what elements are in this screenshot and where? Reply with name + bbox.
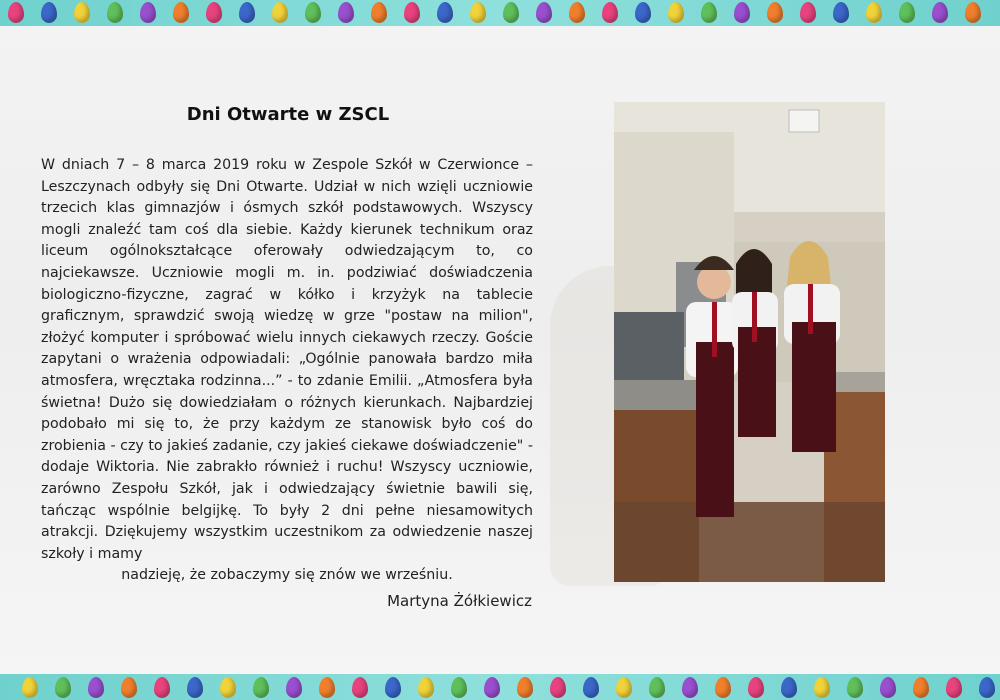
students-photo xyxy=(614,102,885,582)
easter-egg-icon xyxy=(286,677,302,698)
easter-egg-icon xyxy=(88,677,104,698)
easter-egg-icon xyxy=(979,677,995,698)
easter-egg-icon xyxy=(814,677,830,698)
article-body-last-line: nadzieję, że zobaczymy się znów we wrześniu. xyxy=(121,567,453,584)
easter-egg-icon xyxy=(352,677,368,698)
easter-egg-icon xyxy=(569,2,585,23)
easter-egg-icon xyxy=(319,677,335,698)
easter-egg-icon xyxy=(602,2,618,23)
easter-egg-icon xyxy=(682,677,698,698)
easter-egg-icon xyxy=(965,2,981,23)
easter-egg-icon xyxy=(470,2,486,23)
easter-egg-icon xyxy=(734,2,750,23)
easter-egg-icon xyxy=(583,677,599,698)
easter-egg-icon xyxy=(800,2,816,23)
easter-egg-icon xyxy=(404,2,420,23)
article-author: Martyna Żółkiewicz xyxy=(387,592,532,610)
easter-egg-icon xyxy=(616,677,632,698)
easter-egg-icon xyxy=(748,677,764,698)
easter-eggs-border-bottom xyxy=(0,674,1000,700)
easter-egg-icon xyxy=(253,677,269,698)
easter-egg-icon xyxy=(272,2,288,23)
easter-egg-icon xyxy=(220,677,236,698)
easter-egg-icon xyxy=(338,2,354,23)
article-body-text: W dniach 7 – 8 marca 2019 roku w Zespole Szkół w Czerwionce – Leszczynach odbyły się Dni Otwarte. Udział w nich wzięli uczniowie trzecich klas gimnazjów i ósmych szkół podstawowych. Wszyscy mogli znaleźć tam coś dla siebie. Każdy kierunek technikum oraz liceum ogólnokształcące oferowały odwiedzającym to, co najciekawsze. Uczniowie mogli m. in. podziwiać doświadczenia biologiczno-fizyczne, zagrać w kółko i krzyżyk na tablecie graficznym, sprawdzić swoją wiedzę w grze "postaw na milion", złożyć komputer i spróbować wielu innych ciekawych rzeczy. Goście zapytani o wrażenia odpowiadali: „Ogólnie panowała bardzo miła atmosfera, wręcztaka rodzinna...” - to zdanie Emilii. „Atmosfera była świetna! Dużo się dowiedziałam o różnych kierunkach. Najbardziej podobało mi się to, że przy każdym ze stanowisk było coś do zrobienia - czy to jakieś zadanie, czy jakieś ciekawe doświadczenie" - dodaje Wiktoria. Nie zabrakło również i ruchu! Wszyscy uczniowie, zarówno Zespołu Szkół, jak i odwiedzający świetnie bawili się, tańcząc wspólnie belgijkę. To były 2 dni pełne niesamowitych atrakcji. Dziękujemy wszystkim uczestnikom za odwiedzenie naszej szkoły i mamy xyxy=(41,157,533,562)
easter-egg-icon xyxy=(74,2,90,23)
easter-egg-icon xyxy=(536,2,552,23)
article-body xyxy=(41,155,533,587)
easter-egg-icon xyxy=(781,677,797,698)
easter-egg-icon xyxy=(385,677,401,698)
easter-egg-icon xyxy=(503,2,519,23)
easter-egg-icon xyxy=(649,677,665,698)
easter-egg-icon xyxy=(8,2,24,23)
easter-egg-icon xyxy=(418,677,434,698)
easter-egg-icon xyxy=(22,677,38,698)
easter-egg-icon xyxy=(847,677,863,698)
easter-egg-icon xyxy=(305,2,321,23)
easter-egg-icon xyxy=(187,677,203,698)
easter-egg-icon xyxy=(484,677,500,698)
easter-egg-icon xyxy=(154,677,170,698)
easter-egg-icon xyxy=(635,2,651,23)
easter-egg-icon xyxy=(517,677,533,698)
easter-egg-icon xyxy=(880,677,896,698)
article-title: Dni Otwarte w ZSCL xyxy=(186,104,390,125)
easter-egg-icon xyxy=(550,677,566,698)
student-figure xyxy=(732,249,778,437)
easter-egg-icon xyxy=(41,2,57,23)
easter-egg-icon xyxy=(946,677,962,698)
easter-egg-icon xyxy=(55,677,71,698)
easter-egg-icon xyxy=(371,2,387,23)
easter-egg-icon xyxy=(866,2,882,23)
easter-eggs-border-top xyxy=(0,0,1000,26)
easter-egg-icon xyxy=(668,2,684,23)
easter-egg-icon xyxy=(767,2,783,23)
easter-egg-icon xyxy=(121,677,137,698)
easter-egg-icon xyxy=(715,677,731,698)
easter-egg-icon xyxy=(451,677,467,698)
easter-egg-icon xyxy=(239,2,255,23)
photo-illustration xyxy=(614,102,885,582)
easter-egg-icon xyxy=(913,677,929,698)
easter-egg-icon xyxy=(206,2,222,23)
easter-egg-icon xyxy=(701,2,717,23)
easter-egg-icon xyxy=(899,2,915,23)
easter-egg-icon xyxy=(833,2,849,23)
easter-egg-icon xyxy=(437,2,453,23)
easter-egg-icon xyxy=(107,2,123,23)
easter-egg-icon xyxy=(173,2,189,23)
easter-egg-icon xyxy=(932,2,948,23)
easter-egg-icon xyxy=(140,2,156,23)
